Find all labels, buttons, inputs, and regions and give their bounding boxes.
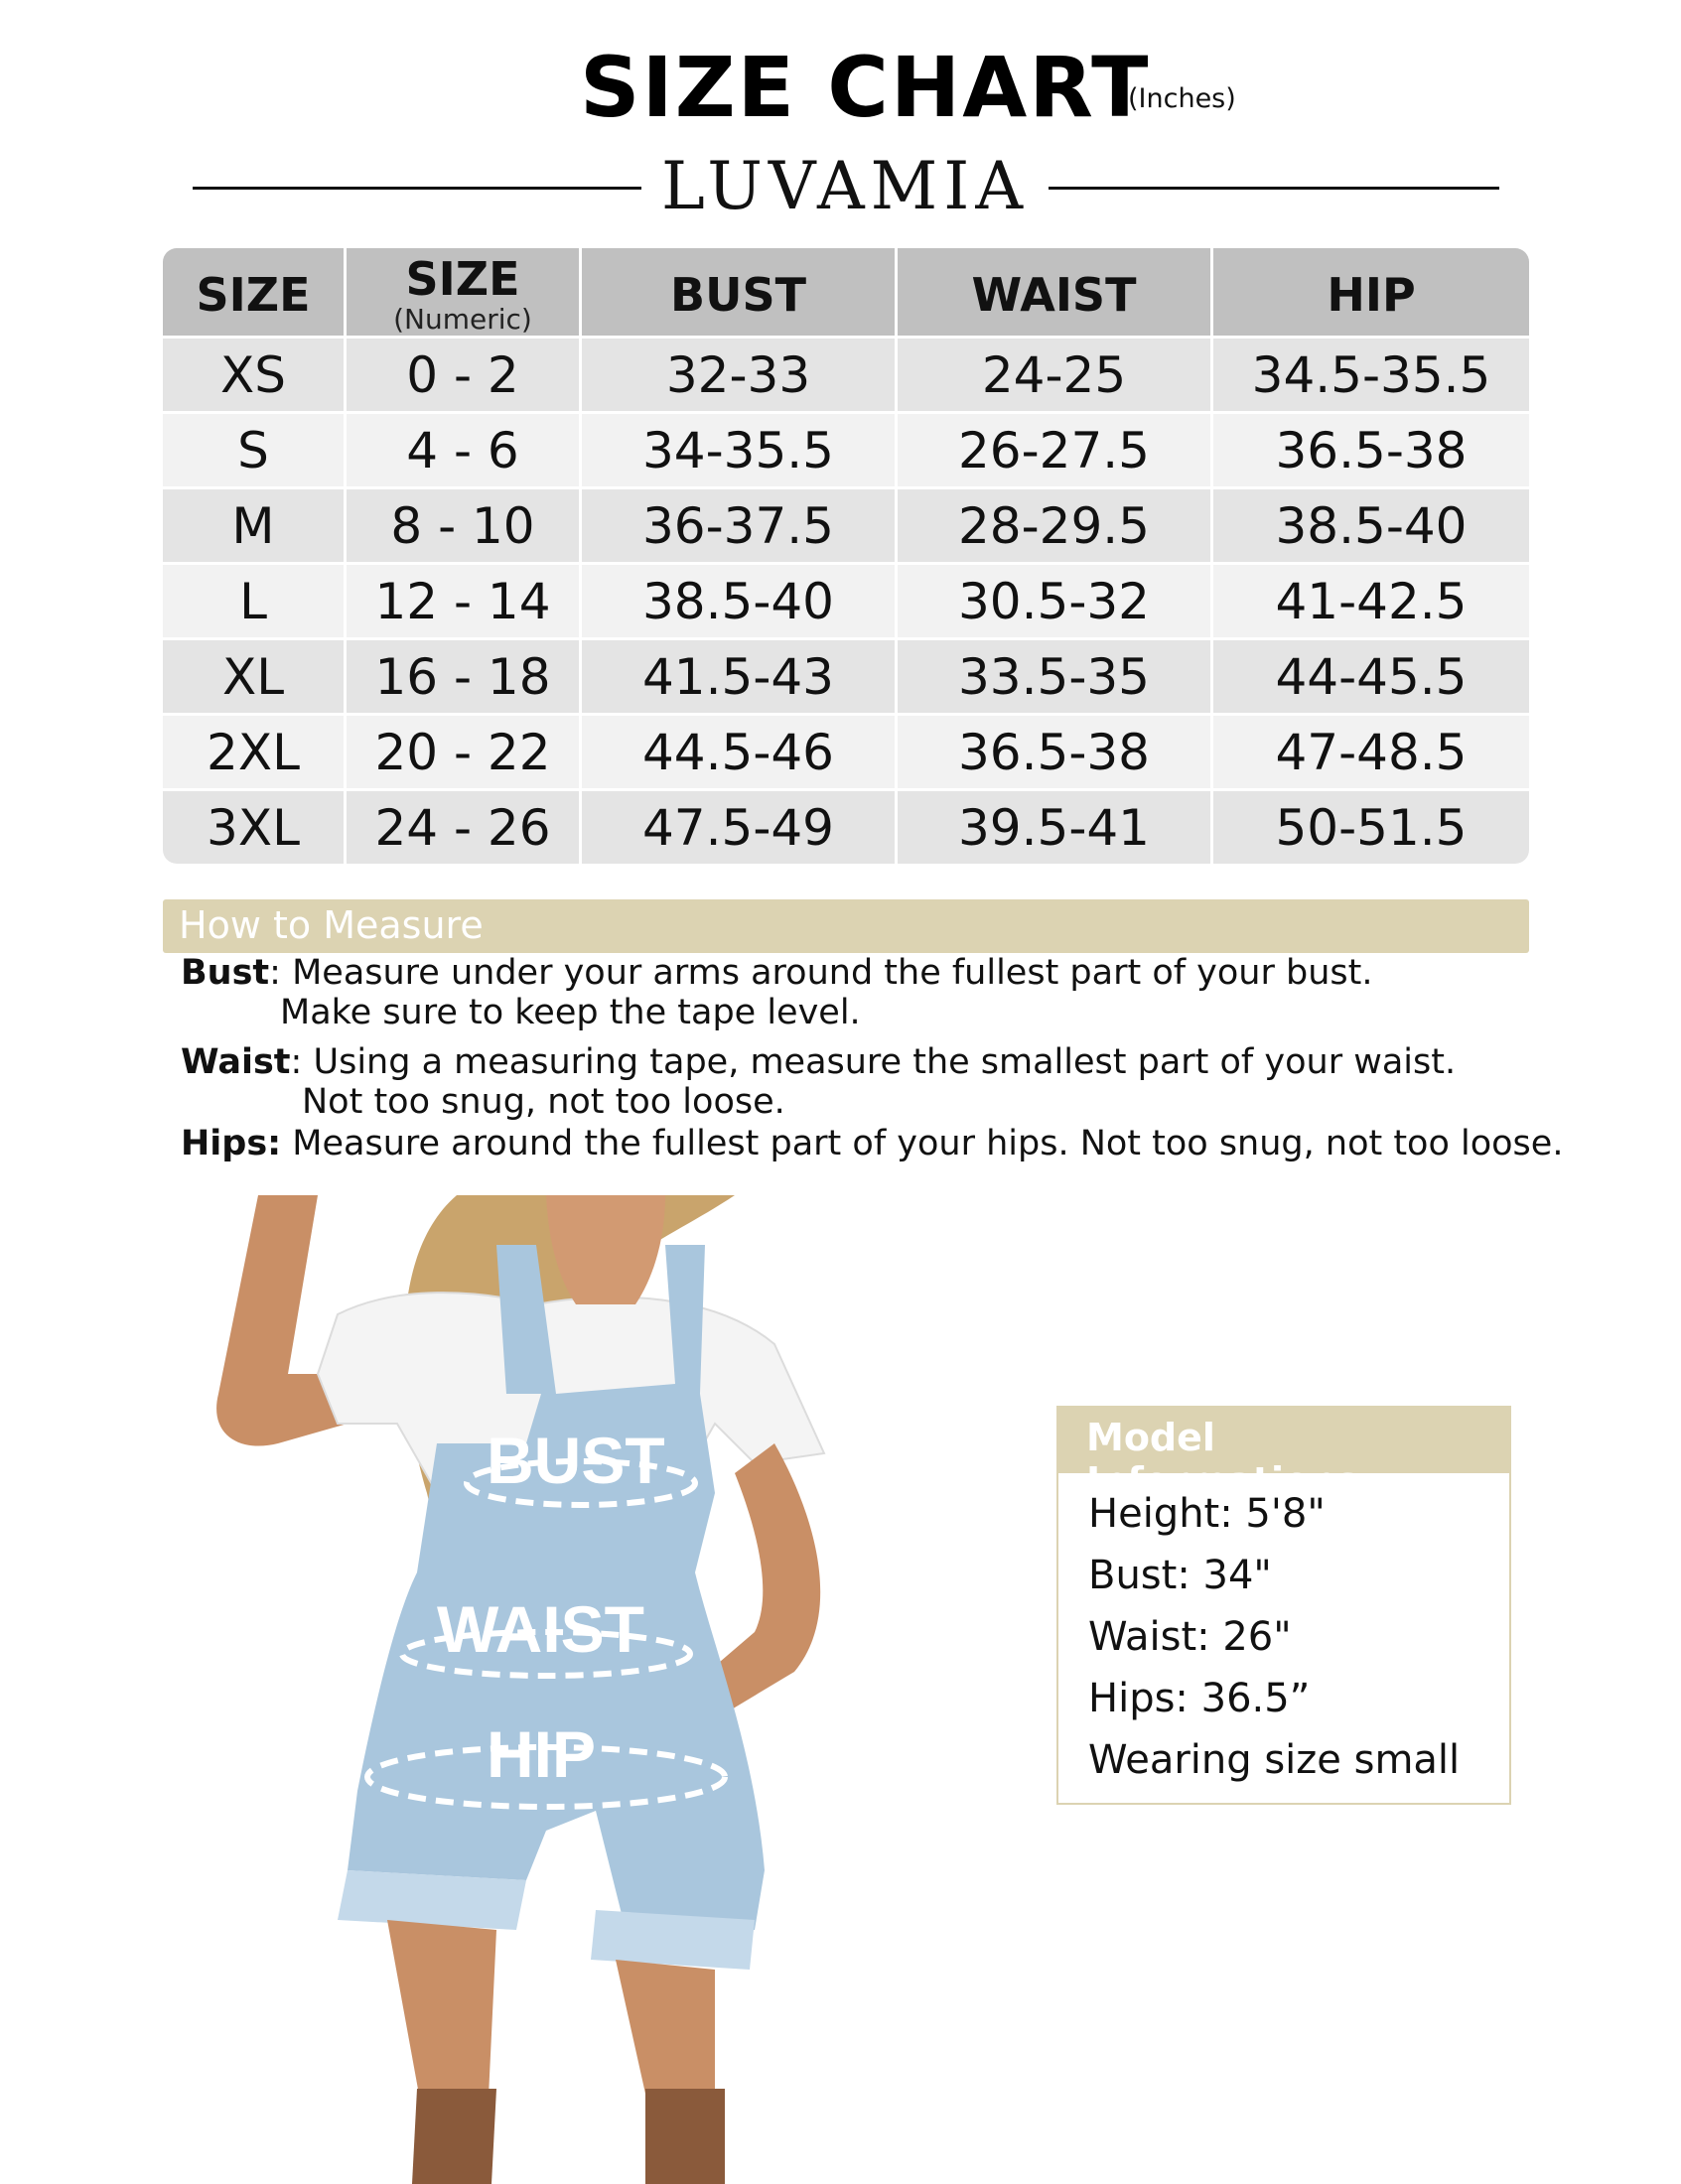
table-cell: XS xyxy=(163,339,347,411)
model-waist: Waist: 26" xyxy=(1088,1614,1292,1660)
header-hip: HIP xyxy=(1327,268,1416,322)
brand-row xyxy=(0,147,1681,226)
table-cell: 0 - 2 xyxy=(347,339,582,411)
table-cell: 30.5-32 xyxy=(898,565,1213,637)
bust-instruction: Bust: Measure under your arms around the fullest part of your bust. xyxy=(181,953,1373,993)
table-cell: 3XL xyxy=(163,791,347,864)
size-table xyxy=(163,248,1529,864)
model-bust: Bust: 34" xyxy=(1088,1553,1272,1598)
table-cell: XL xyxy=(163,640,347,713)
table-cell: M xyxy=(163,489,347,562)
model-wearing-size: Wearing size small xyxy=(1088,1737,1461,1783)
table-cell: 47-48.5 xyxy=(1275,723,1468,781)
model-photo xyxy=(199,1195,894,2184)
model-hips: Hips: 36.5” xyxy=(1088,1676,1311,1721)
header-size-numeric: SIZE (Numeric) xyxy=(347,248,582,336)
table-cell: 4 - 6 xyxy=(347,414,582,486)
bust-instruction-cont: Make sure to keep the tape level. xyxy=(280,993,861,1032)
table-cell: 47.5-49 xyxy=(582,791,898,864)
table-cell: 36-37.5 xyxy=(582,489,898,562)
model-info-heading: Model Informations: xyxy=(1058,1408,1509,1473)
table-cell: 39.5-41 xyxy=(898,791,1213,864)
table-cell: 33.5-35 xyxy=(898,640,1213,713)
header xyxy=(0,38,1681,137)
divider-left xyxy=(193,187,641,190)
header-bust: BUST xyxy=(582,248,898,336)
table-row xyxy=(163,411,1529,486)
table-cell: 12 - 14 xyxy=(347,565,582,637)
table-row xyxy=(163,637,1529,713)
table-cell: 41-42.5 xyxy=(1275,572,1468,630)
table-row xyxy=(163,713,1529,788)
table-row xyxy=(163,486,1529,562)
header-waist: WAIST xyxy=(898,248,1213,336)
table-cell: 41.5-43 xyxy=(582,640,898,713)
model-height: Height: 5'8" xyxy=(1088,1491,1326,1537)
table-cell: S xyxy=(163,414,347,486)
table-cell: 28-29.5 xyxy=(898,489,1213,562)
table-cell: 24-25 xyxy=(898,339,1213,411)
brand-logo: LUVAMIA xyxy=(660,148,1029,224)
waist-instruction: Waist: Using a measuring tape, measure the smallest part of your waist. xyxy=(181,1042,1457,1082)
table-cell: 44.5-46 xyxy=(582,716,898,788)
waist-instruction-cont: Not too snug, not too loose. xyxy=(302,1082,785,1122)
table-cell: L xyxy=(163,565,347,637)
table-cell: 24 - 26 xyxy=(347,791,582,864)
table-cell: 26-27.5 xyxy=(898,414,1213,486)
table-cell: 38.5-40 xyxy=(1275,496,1468,555)
table-header-row xyxy=(163,248,1529,336)
table-cell: 36.5-38 xyxy=(1275,421,1468,479)
table-cell: 20 - 22 xyxy=(347,716,582,788)
table-cell: 34-35.5 xyxy=(582,414,898,486)
hip-label: HIP xyxy=(487,1717,597,1791)
table-row xyxy=(163,788,1529,864)
bust-label: BUST xyxy=(487,1424,665,1497)
divider-right xyxy=(1049,187,1499,190)
table-cell: 36.5-38 xyxy=(898,716,1213,788)
table-row xyxy=(163,336,1529,411)
table-cell: 50-51.5 xyxy=(1275,798,1468,857)
unit-label: (Inches) xyxy=(1128,83,1236,114)
waist-label: WAIST xyxy=(437,1592,644,1666)
table-cell: 44-45.5 xyxy=(1275,647,1468,706)
how-to-measure-heading: How to Measure xyxy=(163,899,1529,953)
table-cell: 34.5-35.5 xyxy=(1251,345,1491,404)
page-title: SIZE CHART xyxy=(580,39,1151,136)
table-row xyxy=(163,562,1529,637)
header-size: SIZE xyxy=(163,248,347,336)
model-info-box xyxy=(1056,1406,1511,1805)
table-cell: 2XL xyxy=(163,716,347,788)
table-cell: 8 - 10 xyxy=(347,489,582,562)
table-cell: 16 - 18 xyxy=(347,640,582,713)
table-cell: 38.5-40 xyxy=(582,565,898,637)
hips-instruction: Hips: Measure around the fullest part of your hips. Not too snug, not too loose. xyxy=(181,1124,1564,1163)
table-cell: 32-33 xyxy=(582,339,898,411)
